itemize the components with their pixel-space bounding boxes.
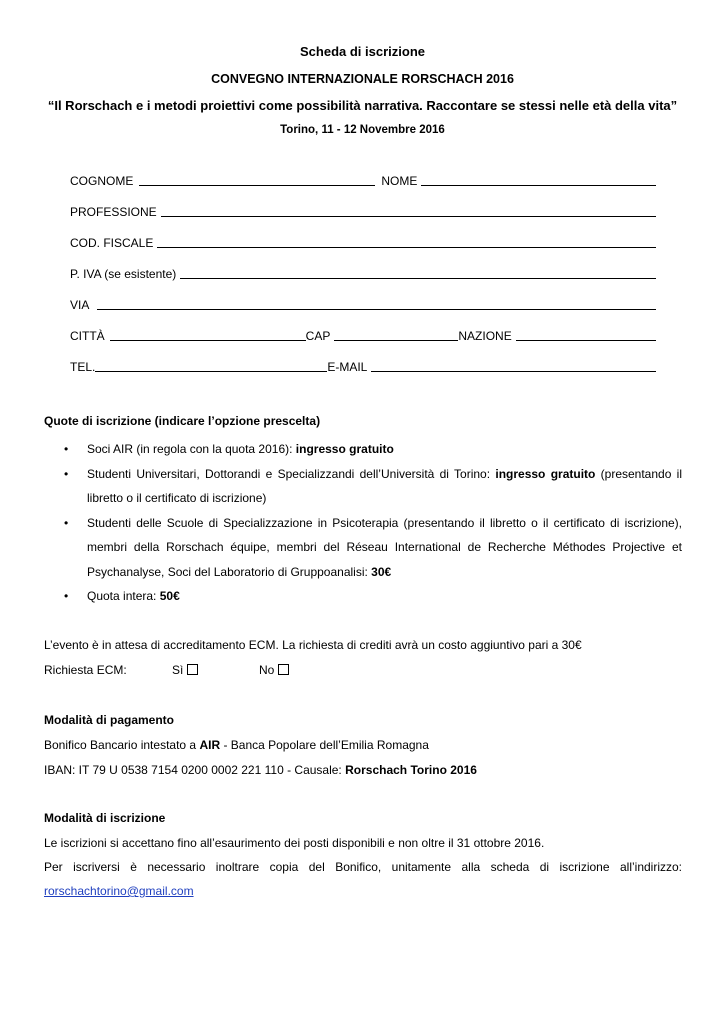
payment-text: Bonifico Bancario intestato a — [44, 738, 200, 752]
quote-text: Soci AIR (in regola con la quota 2016): — [87, 442, 296, 456]
ecm-label: Richiesta ECM: — [44, 663, 127, 677]
quote-price: 50€ — [159, 589, 180, 603]
piva-label: P. IVA (se esistente) — [70, 267, 177, 281]
citta-field[interactable] — [110, 328, 306, 341]
quote-item — [44, 437, 682, 462]
payment-causale: Rorschach Torino 2016 — [345, 763, 477, 777]
nazione-field[interactable] — [516, 328, 656, 341]
bullet-icon: • — [64, 442, 69, 456]
quote-price: ingresso gratuito — [495, 466, 596, 481]
ecm-yes-option[interactable] — [172, 662, 198, 678]
quote-item — [44, 584, 682, 609]
bullet-icon: • — [64, 466, 69, 481]
ecm-yes-label: Sì — [172, 663, 184, 677]
cap-label: CAP — [305, 329, 331, 343]
payment-heading: Modalità di pagamento — [44, 713, 175, 727]
quote-item — [44, 462, 682, 511]
ecm-no-checkbox[interactable] — [278, 664, 289, 675]
ecm-no-option[interactable] — [259, 662, 289, 678]
event-date-place: Torino, 11 - 12 Novembre 2016 — [280, 124, 445, 136]
registration-deadline: Le iscrizioni si accettano fino all’esaurimento dei posti disponibili e non oltre il 31 ottobre 2016. — [44, 836, 545, 850]
payment-beneficiary: AIR — [199, 738, 221, 752]
quote-text: Quota intera: — [87, 589, 160, 603]
nome-field[interactable] — [421, 173, 656, 186]
bullet-icon: • — [64, 515, 69, 530]
row-name — [70, 172, 656, 188]
nazione-label: NAZIONE — [458, 329, 512, 343]
ecm-yes-checkbox[interactable] — [187, 664, 198, 675]
piva-field[interactable] — [180, 266, 656, 279]
registration-email-row — [44, 883, 682, 899]
citta-label: CITTÀ — [70, 329, 105, 343]
ecm-no-label: No — [259, 663, 275, 677]
payment-bank: - Banca Popolare dell’Emilia Romagna — [220, 738, 429, 752]
ecm-request — [44, 662, 682, 678]
row-professione — [70, 203, 656, 219]
cap-field[interactable] — [334, 328, 458, 341]
tel-field[interactable] — [95, 359, 327, 372]
email-label: E-MAIL — [327, 360, 368, 374]
row-piva — [70, 265, 656, 281]
row-contacts — [70, 358, 656, 374]
registration-heading: Modalità di iscrizione — [44, 811, 166, 825]
quote-heading: Quote di iscrizione (indicare l’opzione prescelta) — [44, 414, 321, 428]
nome-label: NOME — [381, 174, 418, 188]
ecm-note: L’evento è in attesa di accreditamento ECM. La richiesta di crediti avrà un costo aggiuntivo pari a 30€ — [44, 638, 582, 652]
payment-line-1 — [44, 737, 682, 753]
bullet-icon: • — [64, 589, 69, 603]
form-title: Scheda di iscrizione — [300, 44, 425, 59]
via-label: VIA — [70, 298, 90, 312]
cognome-field[interactable] — [139, 173, 375, 186]
cognome-label: COGNOME — [70, 174, 134, 188]
quote-text: Studenti delle Scuole di Specializzazione in Psicoterapia (presentando il libretto o il certificato di iscrizione), membri della Rorschach équipe, membri del Réseau International de Recherche Méthodes Projective et Psychanalyse, Soci del Laboratorio di Gruppoanalisi: — [87, 515, 682, 579]
event-name: CONVEGNO INTERNAZIONALE RORSCHACH 2016 — [211, 72, 514, 86]
via-field[interactable] — [97, 297, 656, 310]
quote-price: ingresso gratuito — [295, 442, 394, 456]
cod-fiscale-field[interactable] — [157, 235, 656, 248]
email-field[interactable] — [371, 359, 656, 372]
quote-list — [44, 437, 682, 609]
professione-field[interactable] — [161, 204, 656, 217]
row-citta — [70, 327, 656, 343]
event-subtitle: “Il Rorschach e i metodi proiettivi come possibilità narrativa. Raccontare se stessi nelle età della vita” — [47, 98, 678, 113]
quote-text: Studenti Universitari, Dottorandi e Specializzandi dell’Università di Torino: — [87, 466, 496, 481]
cod-fiscale-label: COD. FISCALE — [70, 236, 154, 250]
quote-price: 30€ — [371, 564, 392, 579]
quote-note: (presentando il libretto o il certificato di iscrizione) — [87, 466, 683, 505]
registration-instructions: Per iscriversi è necessario inoltrare copia del Bonifico, unitamente alla scheda di iscrizione all’indirizzo: — [44, 860, 682, 874]
quote-item — [44, 511, 682, 585]
row-cod-fiscale — [70, 234, 656, 250]
professione-label: PROFESSIONE — [70, 205, 157, 219]
tel-label: TEL. — [70, 360, 96, 374]
payment-line-2 — [44, 762, 682, 778]
payment-iban: IBAN: IT 79 U 0538 7154 0200 0002 221 110 - Causale: — [44, 763, 346, 777]
row-via — [70, 296, 656, 312]
registration-email-link[interactable]: rorschachtorino@gmail.com — [44, 884, 194, 898]
